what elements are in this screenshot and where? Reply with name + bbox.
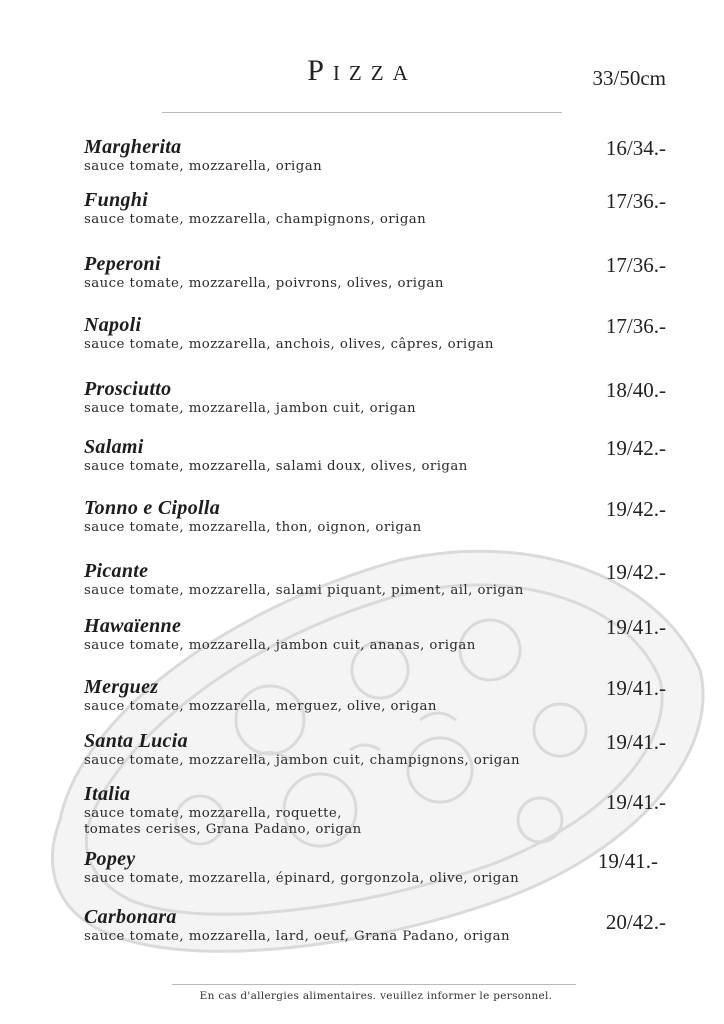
menu-item xyxy=(84,189,644,228)
menu-item xyxy=(84,676,644,715)
pizza-ingredients: sauce tomate, mozzarella, origan xyxy=(84,159,323,174)
title-divider xyxy=(162,112,562,113)
pizza-name: Santa Lucia xyxy=(84,730,188,752)
menu-item xyxy=(84,436,644,475)
pizza-name: Funghi xyxy=(84,189,149,211)
pizza-ingredients: sauce tomate, mozzarella, thon, oignon, origan xyxy=(84,520,422,535)
menu-item xyxy=(84,560,644,599)
pizza-ingredients-line-2: tomates cerises, Grana Padano, origan xyxy=(84,822,362,837)
menu-item xyxy=(84,253,644,292)
pizza-price: 19/42.- xyxy=(605,436,666,460)
menu-item xyxy=(84,783,644,838)
pizza-ingredients: sauce tomate, mozzarella, roquette, xyxy=(84,806,342,821)
pizza-price: 19/41.- xyxy=(605,730,666,754)
menu-item xyxy=(84,314,644,353)
menu-item xyxy=(84,378,644,417)
pizza-ingredients: sauce tomate, mozzarella, merguez, olive, origan xyxy=(84,699,437,714)
menu-item xyxy=(84,615,644,654)
pizza-ingredients: sauce tomate, mozzarella, salami piquant, piment, ail, origan xyxy=(84,583,524,598)
menu-item xyxy=(84,497,644,536)
pizza-price: 17/36.- xyxy=(605,253,666,277)
pizza-name: Italia xyxy=(84,783,131,805)
menu-item xyxy=(84,136,644,175)
pizza-ingredients: sauce tomate, mozzarella, jambon cuit, ananas, origan xyxy=(84,638,476,653)
pizza-ingredients: sauce tomate, mozzarella, épinard, gorgonzola, olive, origan xyxy=(84,871,520,886)
pizza-name: Prosciutto xyxy=(84,378,172,400)
pizza-name: Merguez xyxy=(84,676,159,698)
pizza-price: 19/42.- xyxy=(605,560,666,584)
pizza-ingredients: sauce tomate, mozzarella, poivrons, olives, origan xyxy=(84,276,444,291)
pizza-price: 19/41.- xyxy=(597,849,658,873)
pizza-ingredients: sauce tomate, mozzarella, lard, oeuf, Grana Padano, origan xyxy=(84,929,510,944)
pizza-name: Tonno e Cipolla xyxy=(84,497,221,519)
pizza-ingredients: sauce tomate, mozzarella, salami doux, olives, origan xyxy=(84,459,468,474)
pizza-name: Picante xyxy=(84,560,149,582)
pizza-name: Hawaïenne xyxy=(84,615,182,637)
footer-divider xyxy=(172,984,576,985)
menu-item xyxy=(84,906,644,945)
pizza-price: 19/41.- xyxy=(605,790,666,814)
pizza-name: Peperoni xyxy=(84,253,161,275)
pizza-price: 19/41.- xyxy=(605,615,666,639)
pizza-ingredients: sauce tomate, mozzarella, jambon cuit, champignons, origan xyxy=(84,753,521,768)
pizza-price: 16/34.- xyxy=(605,136,666,160)
pizza-price: 18/40.- xyxy=(605,378,666,402)
menu-item xyxy=(84,848,644,887)
pizza-ingredients: sauce tomate, mozzarella, jambon cuit, origan xyxy=(84,401,416,416)
pizza-name: Salami xyxy=(84,436,144,458)
pizza-price: 19/41.- xyxy=(605,676,666,700)
pizza-ingredients: sauce tomate, mozzarella, anchois, olives, câpres, origan xyxy=(84,337,494,352)
pizza-price: 17/36.- xyxy=(605,189,666,213)
pizza-ingredients: sauce tomate, mozzarella, champignons, origan xyxy=(84,212,427,227)
menu-title: Pizza xyxy=(307,54,417,87)
pizza-price: 19/42.- xyxy=(605,497,666,521)
allergy-notice: En cas d'allergies alimentaires. veuillez informer le personnel. xyxy=(199,990,553,1002)
pizza-price: 17/36.- xyxy=(605,314,666,338)
pizza-name: Napoli xyxy=(84,314,142,336)
pizza-name: Popey xyxy=(84,848,136,870)
pizza-size-label: 33/50cm xyxy=(592,66,666,90)
menu-item xyxy=(84,730,644,769)
pizza-price: 20/42.- xyxy=(605,910,666,934)
pizza-name: Margherita xyxy=(84,136,182,158)
pizza-name: Carbonara xyxy=(84,906,177,928)
